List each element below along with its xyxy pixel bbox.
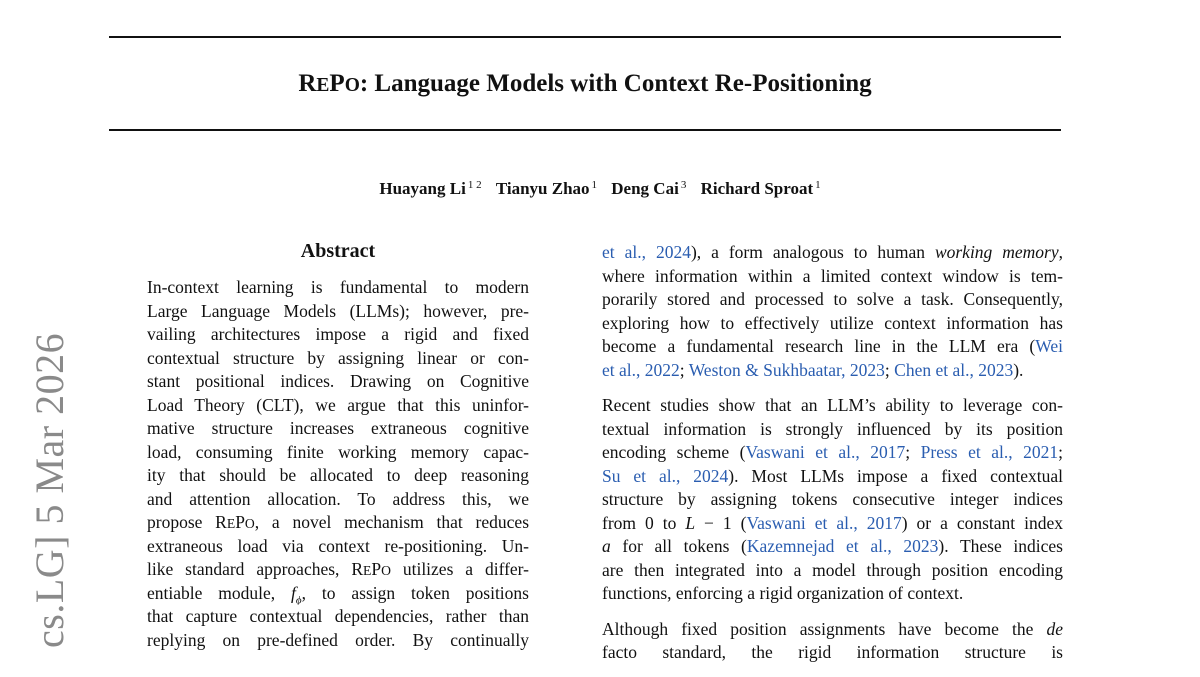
body-line: exploring how to effectively utilize context information has xyxy=(602,312,1063,333)
abstract-line: stant positional indices. Drawing on Cognitive xyxy=(147,371,529,391)
abstract-line: extraneous load via context re-positioning. Un- xyxy=(147,535,529,556)
body-line: et al., 2022; Weston & Sukhbaatar, 2023; Chen et al., 2023). xyxy=(602,359,1024,380)
body-line: a for all tokens (Kazemnejad et al., 2023). These indices xyxy=(602,536,1063,556)
abstract-line: In-context learning is fundamental to modern xyxy=(147,277,529,297)
citation-link[interactable]: Weston & Sukhbaatar, 2023 xyxy=(688,359,885,380)
math-f-phi: $f_\phi$ xyxy=(291,582,302,605)
abstract-line: like standard approaches, REPO utilizes a differ- xyxy=(147,559,529,579)
body-line: become a fundamental research line in the LLM era (Wei xyxy=(602,336,1063,356)
abstract-line: replying on pre-defined order. By continually xyxy=(147,629,529,650)
citation-link[interactable]: Kazemnejad et al., 2023 xyxy=(746,536,939,556)
body-line: are then integrated into a model through position encoding xyxy=(602,559,1063,580)
author: Deng Cai $^3$ xyxy=(611,179,687,198)
citation-link[interactable]: et al., 2024 xyxy=(602,242,691,262)
abstract-line: load, consuming finite working memory capac- xyxy=(147,441,529,462)
abstract-line: Large Language Models (LLMs); however, pre- xyxy=(147,300,529,321)
abstract-line: mative structure increases extraneous cognitive xyxy=(147,418,529,438)
body-line: textual information is strongly influenced by its position xyxy=(602,418,1063,439)
abstract-line: Load Theory (CLT), we argue that this uninfor- xyxy=(147,394,529,415)
body-line: Recent studies show that an LLM’s ability to leverage con- xyxy=(602,395,1063,415)
author: Richard Sproat $^1$ xyxy=(700,179,821,198)
introduction-column xyxy=(602,241,1063,677)
paper-title: REPO: Language Models with Context Re-Positioning xyxy=(298,70,872,97)
body-line: et al., 2024), a form analogous to human working memory, xyxy=(602,242,1063,262)
abstract-heading: Abstract xyxy=(300,240,376,262)
citation-link[interactable]: Chen et al., 2023 xyxy=(894,359,1014,380)
abstract-line: and attention allocation. To address this, we xyxy=(147,488,529,509)
body-line: facto standard, the rigid information structure is xyxy=(602,642,1063,662)
paragraph xyxy=(602,241,1063,382)
abstract-section xyxy=(147,238,529,652)
paragraph xyxy=(602,394,1063,606)
abstract-line: propose REPO, a novel mechanism that reduces xyxy=(147,512,529,532)
body-line: encoding scheme (Vaswani et al., 2017; Press et al., 2021; xyxy=(602,442,1063,462)
citation-link[interactable]: Su et al., 2024 xyxy=(602,465,729,486)
body-line: Su et al., 2024). Most LLMs impose a fixed contextual xyxy=(602,465,1063,486)
abstract-line: contextual structure by assigning linear or con- xyxy=(147,347,529,368)
abstract-line: vailing architectures impose a rigid and fixed xyxy=(147,324,529,344)
author: Tianyu Zhao $^1$ xyxy=(495,179,598,198)
citation-link[interactable]: Press et al., 2021 xyxy=(920,442,1059,462)
arxiv-stamp: cs.LG] 5 Mar 2026 xyxy=(27,332,72,648)
citation-link[interactable]: Vaswani et al., 2017 xyxy=(746,512,902,533)
citation-link[interactable]: et al., 2022 xyxy=(602,359,680,380)
abstract-line: entiable module, $f_\phi$, to assign token positions xyxy=(147,582,529,605)
body-line: functions, enforcing a rigid organization of context. xyxy=(602,583,964,603)
citation-link[interactable]: Vaswani et al., 2017 xyxy=(745,442,906,462)
body-line: structure by assigning tokens consecutive integer indices xyxy=(602,489,1063,509)
paragraph xyxy=(602,618,1063,665)
body-line: where information within a limited context window is tem- xyxy=(602,265,1063,286)
author: Huayang Li $^{1 2}$ xyxy=(379,179,482,198)
citation-link[interactable]: Wei xyxy=(1035,336,1063,356)
body-line: Although fixed position assignments have become the de xyxy=(602,618,1063,639)
body-line: from 0 to L − 1 (Vaswani et al., 2017) or a constant index xyxy=(602,512,1063,533)
body-line: porarily stored and processed to solve a task. Consequently, xyxy=(602,289,1063,309)
abstract-line: ity that should be allocated to deep reasoning xyxy=(147,465,529,485)
title-rule-top xyxy=(109,36,1061,38)
title-rule-bottom xyxy=(109,129,1061,131)
abstract-line: that capture contextual dependencies, rather than xyxy=(147,606,529,626)
author-list xyxy=(0,174,1200,200)
